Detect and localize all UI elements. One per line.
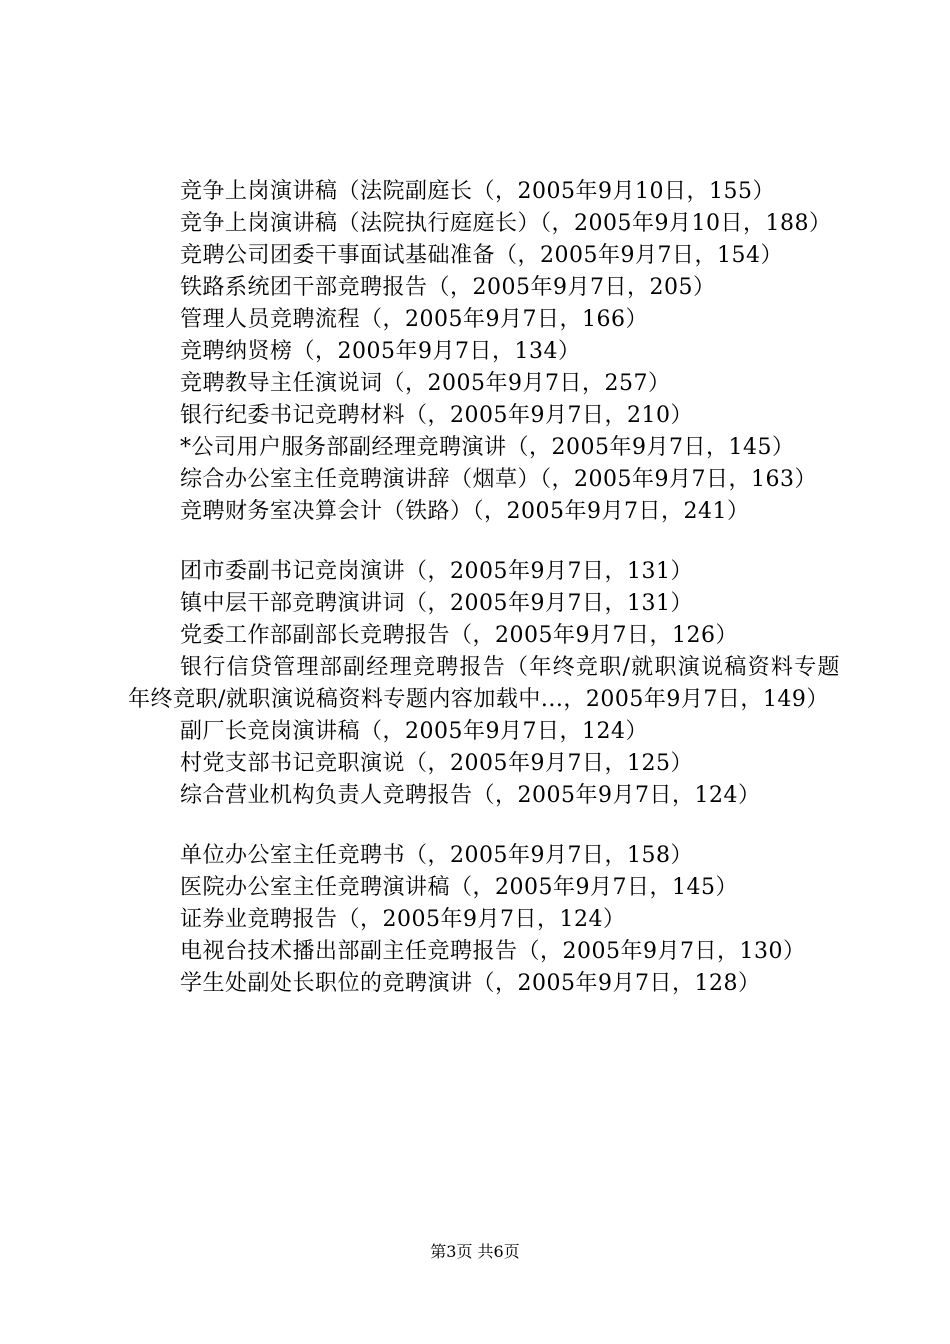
list-item: 综合办公室主任竞聘演讲辞（烟草）（，2005年9月7日，163）	[180, 467, 817, 492]
list-item: 党委工作部副部长竞聘报告（，2005年9月7日，126）	[180, 623, 738, 648]
paragraph-gap	[128, 812, 840, 840]
list-item: 学生处副处长职位的竞聘演讲（，2005年9月7日，128）	[180, 971, 761, 996]
list-item: 证券业竞聘报告（，2005年9月7日，124）	[180, 907, 626, 932]
list-item: 竞聘公司团委干事面试基础准备（，2005年9月7日，154）	[180, 243, 783, 268]
list-item: 镇中层干部竞聘演讲词（，2005年9月7日，131）	[180, 591, 693, 616]
entry-list	[128, 176, 840, 1000]
list-item: 村党支部书记竞职演说（，2005年9月7日，125）	[180, 751, 693, 776]
list-item: 竞聘纳贤榜（，2005年9月7日，134）	[180, 339, 581, 364]
list-item: *公司用户服务部副经理竞聘演讲（，2005年9月7日，145）	[180, 435, 795, 460]
list-item: 管理人员竞聘流程（，2005年9月7日，166）	[180, 307, 648, 332]
list-item: 单位办公室主任竞聘书（，2005年9月7日，158）	[180, 843, 693, 868]
list-item: 医院办公室主任竞聘演讲稿（，2005年9月7日，145）	[180, 875, 738, 900]
paragraph-gap	[128, 528, 840, 556]
list-item: 竞争上岗演讲稿（法院执行庭庭长）（，2005年9月10日，188）	[180, 211, 832, 236]
list-item: 团市委副书记竞岗演讲（，2005年9月7日，131）	[180, 559, 693, 584]
page-footer: 第3页 共6页	[430, 1242, 520, 1261]
list-item: 银行纪委书记竞聘材料（，2005年9月7日，210）	[180, 403, 693, 428]
list-item: 电视台技术播出部副主任竞聘报告（，2005年9月7日，130）	[180, 939, 806, 964]
list-item: 竞聘教导主任演说词（，2005年9月7日，257）	[180, 371, 671, 396]
list-item: 竞聘财务室决算会计（铁路）（，2005年9月7日，241）	[180, 499, 750, 524]
list-item: 银行信贷管理部副经理竞聘报告（年终竞职/就职演说稿资料专题年终竞职/就职演说稿资料专题内容加载中...，2005年9月7日，149）	[128, 655, 840, 712]
list-item: 副厂长竞岗演讲稿（，2005年9月7日，124）	[180, 719, 648, 744]
list-item: 竞争上岗演讲稿（法院副庭长（，2005年9月10日，155）	[180, 179, 775, 204]
list-item: 综合营业机构负责人竞聘报告（，2005年9月7日，124）	[180, 783, 761, 808]
list-item: 铁路系统团干部竞聘报告（，2005年9月7日，205）	[180, 275, 716, 300]
